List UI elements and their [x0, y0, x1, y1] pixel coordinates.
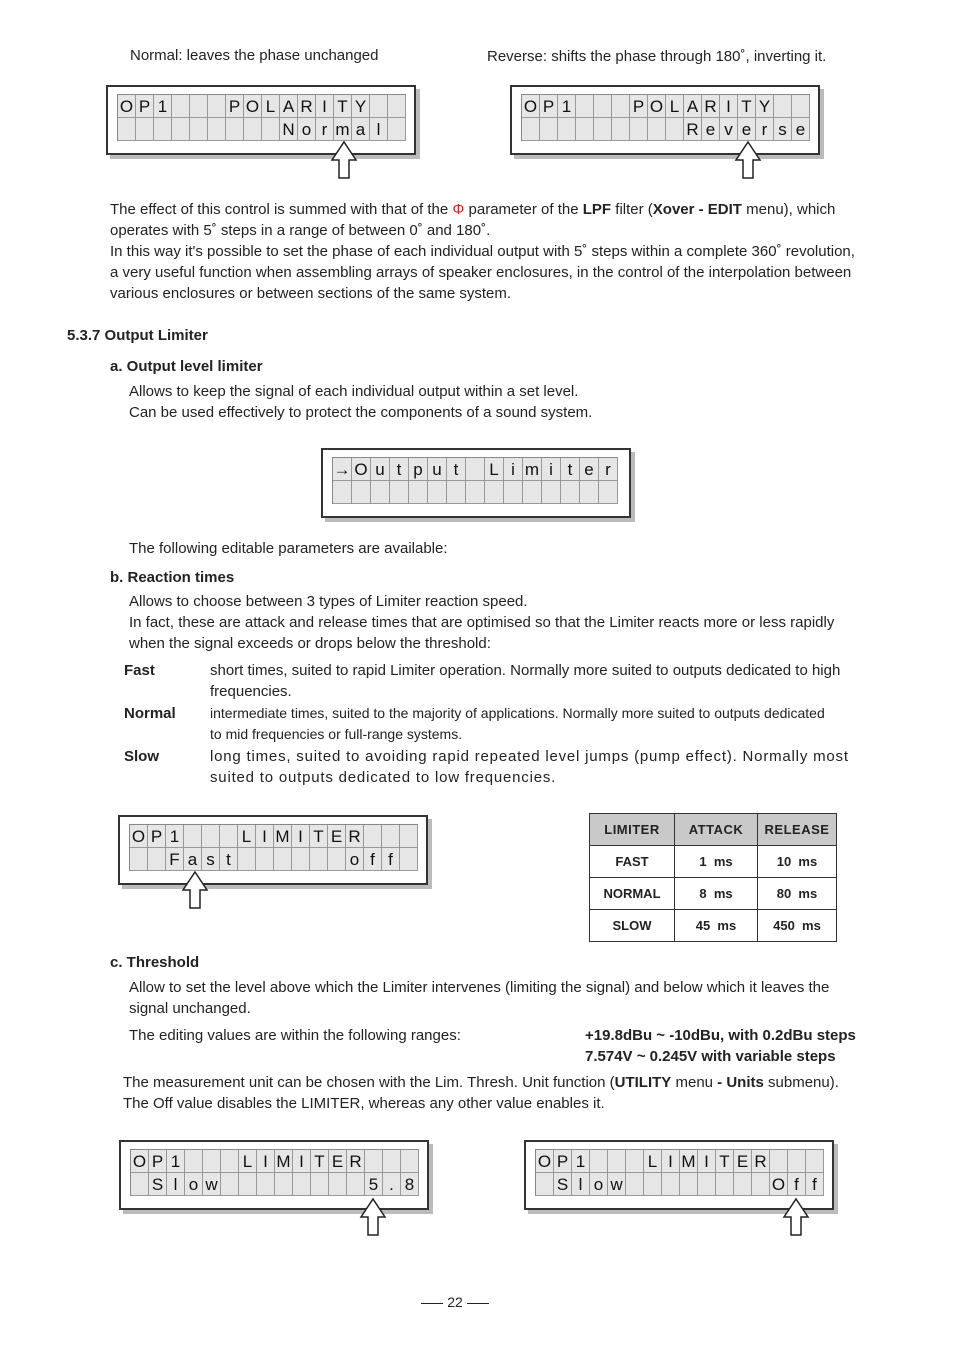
ranges-label: The editing values are within the following ranges:	[129, 1027, 461, 1044]
lcd-cell	[428, 481, 447, 504]
lcd-cell	[523, 481, 542, 504]
table-header: RELEASE	[758, 814, 837, 846]
limiter-times-table	[589, 813, 837, 942]
lcd-cell	[594, 118, 612, 141]
lcd-cell: p	[409, 458, 428, 481]
lcd-cell	[400, 825, 418, 848]
lcd-cell	[172, 118, 190, 141]
lcd-cell: O	[352, 458, 371, 481]
lcd-cell: P	[226, 95, 244, 118]
lcd-cell	[172, 95, 190, 118]
lcd-cell	[540, 118, 558, 141]
lcd-cell: I	[720, 95, 738, 118]
lcd-cell: o	[185, 1173, 203, 1196]
lcd-cell: A	[684, 95, 702, 118]
lcd-cell: S	[554, 1173, 572, 1196]
lcd-cell	[262, 118, 280, 141]
lcd-cell	[612, 95, 630, 118]
lcd-cell	[644, 1173, 662, 1196]
lcd-cell: l	[167, 1173, 185, 1196]
lcd-cell	[221, 1150, 239, 1173]
lcd-cell: R	[298, 95, 316, 118]
reaction-intro: Allows to choose between 3 types of Limiter reaction speed. In fact, these are attack and release times that are optimised so that the Limiter reacts more or less rapidly when the signal exceeds or drops below the threshold:	[129, 593, 835, 652]
lcd-cell	[612, 118, 630, 141]
lcd-cell: O	[118, 95, 136, 118]
lcd-cell: s	[202, 848, 220, 871]
lcd-cell	[388, 95, 406, 118]
lcd-cell	[792, 95, 810, 118]
lcd-cell: f	[806, 1173, 824, 1196]
lcd-limiter-fast	[118, 815, 428, 885]
lcd-cell	[561, 481, 580, 504]
lcd-cell	[208, 95, 226, 118]
lcd-cell	[203, 1150, 221, 1173]
table-cell: NORMAL	[590, 878, 675, 910]
lcd-cell	[329, 1173, 347, 1196]
lcd-cell: O	[130, 825, 148, 848]
phi-symbol: Φ	[452, 201, 465, 218]
lcd-cell	[716, 1173, 734, 1196]
lcd-cell: r	[599, 458, 618, 481]
table-cell: 10 ms	[758, 846, 837, 878]
lcd-cell	[333, 481, 352, 504]
lcd-cell	[136, 118, 154, 141]
lcd-cell	[347, 1173, 365, 1196]
lcd-cell: s	[774, 118, 792, 141]
lcd-cell	[365, 1150, 383, 1173]
phase-paragraph: The effect of this control is summed with that of the Φ parameter of the LPF filter (Xover - EDIT menu), which operates with 5˚ steps in a range of between 0˚ and 180˚. In this way it's possible to set the phase of each individual output with 5˚ steps within a complete 360˚ revolution, a very useful function when assembling arrays of speaker enclosures, in the control of the interpolation between various enclosures or between sections of the same system.	[110, 201, 855, 302]
lcd-cell	[352, 481, 371, 504]
lcd-cell: 5	[365, 1173, 383, 1196]
page-number: 22	[420, 1294, 490, 1310]
lcd-cell: O	[522, 95, 540, 118]
lcd-cell: a	[184, 848, 202, 871]
normal-description: intermediate times, suited to the majority of applications. Normally more suited to outputs dedicated to mid frequencies or full-range systems.	[210, 705, 825, 742]
table-cell: 8 ms	[675, 878, 758, 910]
section-title: 5.3.7 Output Limiter	[67, 327, 208, 344]
lcd-cell	[409, 481, 428, 504]
lcd-cell	[648, 118, 666, 141]
lcd-cell: P	[554, 1150, 572, 1173]
lcd-cell: i	[504, 458, 523, 481]
lcd-cell: T	[311, 1150, 329, 1173]
table-row	[590, 878, 837, 910]
subsection-c-title: c. Threshold	[110, 954, 200, 971]
lcd-cell: i	[542, 458, 561, 481]
lcd-cell	[382, 825, 400, 848]
table-cell: 450 ms	[758, 910, 837, 942]
lcd-cell: Y	[352, 95, 370, 118]
lcd-cell: w	[203, 1173, 221, 1196]
lcd-cell: a	[352, 118, 370, 141]
lcd-cell: E	[734, 1150, 752, 1173]
lcd-cell	[390, 481, 409, 504]
lcd-cell	[292, 848, 310, 871]
lcd-cell: P	[540, 95, 558, 118]
lcd-cell: f	[788, 1173, 806, 1196]
lcd-cell: o	[298, 118, 316, 141]
lcd-cell	[788, 1150, 806, 1173]
pointer-arrow-icon	[359, 1197, 387, 1237]
normal-label: Normal	[124, 705, 176, 722]
lcd-cell	[202, 825, 220, 848]
lcd-cell	[630, 118, 648, 141]
subsection-a-title: a. Output level limiter	[110, 358, 263, 375]
lcd-cell: M	[275, 1150, 293, 1173]
lcd-cell: O	[648, 95, 666, 118]
lcd-cell: l	[572, 1173, 590, 1196]
lcd-cell: e	[792, 118, 810, 141]
lcd-cell: T	[334, 95, 352, 118]
pointer-arrow-icon	[330, 140, 358, 180]
lcd-cell: u	[428, 458, 447, 481]
lcd-cell	[558, 118, 576, 141]
pointer-arrow-icon	[782, 1197, 810, 1237]
lcd-cell	[190, 95, 208, 118]
lcd-cell: R	[752, 1150, 770, 1173]
lcd-cell	[576, 118, 594, 141]
lcd-cell: t	[447, 458, 466, 481]
lcd-polarity-reverse	[510, 85, 820, 155]
lcd-cell: S	[149, 1173, 167, 1196]
lcd-cell	[401, 1150, 419, 1173]
table-cell: FAST	[590, 846, 675, 878]
lcd-cell: I	[256, 825, 274, 848]
lcd-cell: l	[370, 118, 388, 141]
lcd-cell	[239, 1173, 257, 1196]
lcd-cell	[154, 118, 172, 141]
table-header: ATTACK	[675, 814, 758, 846]
lcd-cell	[131, 1173, 149, 1196]
table-header: LIMITER	[590, 814, 675, 846]
lcd-cell: N	[280, 118, 298, 141]
range-volts: 7.574V ~ 0.245V with variable steps	[585, 1048, 836, 1065]
normal-caption: Normal: leaves the phase unchanged	[130, 47, 379, 64]
lcd-cell: P	[148, 825, 166, 848]
lcd-cell: T	[310, 825, 328, 848]
lcd-cell	[257, 1173, 275, 1196]
lcd-cell	[364, 825, 382, 848]
lcd-cell: I	[316, 95, 334, 118]
lcd-cell	[590, 1150, 608, 1173]
lcd-cell: e	[738, 118, 756, 141]
table-cell: SLOW	[590, 910, 675, 942]
unit-paragraph: The measurement unit can be chosen with the Lim. Thresh. Unit function (UTILITY menu - Units submenu). The Off value disables the LIMITER, whereas any other value enables it.	[123, 1074, 839, 1112]
lcd-cell: E	[328, 825, 346, 848]
lcd-cell	[680, 1173, 698, 1196]
pointer-arrow-icon	[734, 140, 762, 180]
lcd-cell: v	[720, 118, 738, 141]
fast-description: short times, suited to rapid Limiter operation. Normally more suited to outputs dedicated to high frequencies.	[210, 662, 841, 700]
lcd-cell	[244, 118, 262, 141]
lcd-cell: m	[523, 458, 542, 481]
lcd-cell: L	[239, 1150, 257, 1173]
lcd-cell	[447, 481, 466, 504]
subsection-a-line1: Allows to keep the signal of each individual output within a set level.	[129, 383, 579, 400]
lcd-cell: L	[644, 1150, 662, 1173]
lcd-cell: m	[334, 118, 352, 141]
lcd-cell: L	[238, 825, 256, 848]
lcd-cell	[400, 848, 418, 871]
lcd-cell	[328, 848, 346, 871]
lcd-cell: 1	[572, 1150, 590, 1173]
lcd-cell: 1	[154, 95, 172, 118]
lcd-cell	[734, 1173, 752, 1196]
lcd-cell	[466, 458, 485, 481]
lcd-cell	[148, 848, 166, 871]
lcd-cell	[370, 95, 388, 118]
lcd-cell	[626, 1173, 644, 1196]
lcd-cell	[608, 1150, 626, 1173]
lcd-cell: R	[347, 1150, 365, 1173]
table-header-row	[590, 814, 837, 846]
lcd-cell	[383, 1150, 401, 1173]
table-row	[590, 910, 837, 942]
reverse-caption: Reverse: shifts the phase through 180˚, inverting it.	[487, 48, 827, 65]
lcd-cell: 8	[401, 1173, 419, 1196]
lcd-cell	[466, 481, 485, 504]
lcd-cell	[310, 848, 328, 871]
threshold-description: Allow to set the level above which the Limiter intervenes (limiting the signal) and below which it leaves the signal unchanged.	[129, 979, 830, 1017]
lcd-cell: O	[770, 1173, 788, 1196]
lcd-cell	[311, 1173, 329, 1196]
lcd-cell: R	[346, 825, 364, 848]
lcd-cell	[662, 1173, 680, 1196]
table-cell: 1 ms	[675, 846, 758, 878]
lcd-cell	[626, 1150, 644, 1173]
lcd-cell	[226, 118, 244, 141]
subsection-a-line2: Can be used effectively to protect the components of a sound system.	[129, 404, 593, 421]
lcd-cell	[770, 1150, 788, 1173]
lcd-cell: f	[364, 848, 382, 871]
lcd-cell: T	[738, 95, 756, 118]
slow-description: long times, suited to avoiding rapid repeated level jumps (pump effect). Normally most suited to outputs dedicated to low frequencies.	[210, 748, 849, 786]
table-cell: 45 ms	[675, 910, 758, 942]
lcd-cell	[371, 481, 390, 504]
lcd-cell: .	[383, 1173, 401, 1196]
lcd-cell: e	[580, 458, 599, 481]
pointer-arrow-icon	[181, 870, 209, 910]
lcd-cell: 1	[558, 95, 576, 118]
range-dbu: +19.8dBu ~ -10dBu, with 0.2dBu steps	[585, 1027, 856, 1044]
lcd-cell: t	[220, 848, 238, 871]
lcd-cell	[293, 1173, 311, 1196]
lcd-cell: 1	[167, 1150, 185, 1173]
lcd-cell: M	[680, 1150, 698, 1173]
lcd-cell	[130, 848, 148, 871]
lcd-cell: Y	[756, 95, 774, 118]
lcd-cell: T	[716, 1150, 734, 1173]
lcd-cell	[388, 118, 406, 141]
lcd-cell: L	[666, 95, 684, 118]
lcd-cell	[666, 118, 684, 141]
lcd-cell: e	[702, 118, 720, 141]
lcd-cell: o	[346, 848, 364, 871]
lcd-cell: r	[316, 118, 334, 141]
lcd-cell: R	[684, 118, 702, 141]
lcd-cell	[504, 481, 523, 504]
lcd-cell	[522, 118, 540, 141]
lcd-cell: P	[149, 1150, 167, 1173]
lcd-cell	[256, 848, 274, 871]
lcd-cell	[806, 1150, 824, 1173]
lcd-cell	[599, 481, 618, 504]
table-row	[590, 846, 837, 878]
params-line: The following editable parameters are available:	[129, 540, 448, 557]
lcd-cell	[238, 848, 256, 871]
lcd-cell	[208, 118, 226, 141]
lcd-cell	[698, 1173, 716, 1196]
lcd-cell: A	[280, 95, 298, 118]
lcd-cell: I	[662, 1150, 680, 1173]
lcd-cell	[220, 825, 238, 848]
lcd-cell	[752, 1173, 770, 1196]
lcd-cell: I	[293, 1150, 311, 1173]
lcd-cell: O	[536, 1150, 554, 1173]
lcd-cell: F	[166, 848, 184, 871]
lcd-cell: I	[292, 825, 310, 848]
lcd-cell: M	[274, 825, 292, 848]
lcd-cell	[221, 1173, 239, 1196]
lcd-cell	[118, 118, 136, 141]
fast-label: Fast	[124, 662, 155, 679]
lcd-cell: O	[244, 95, 262, 118]
lcd-cell: w	[608, 1173, 626, 1196]
lcd-cell	[274, 848, 292, 871]
lcd-cell: →	[333, 460, 351, 479]
lcd-cell: I	[698, 1150, 716, 1173]
lcd-cell: O	[131, 1150, 149, 1173]
lcd-polarity-normal	[106, 85, 416, 155]
lcd-cell	[190, 118, 208, 141]
lcd-cell	[536, 1173, 554, 1196]
lcd-cell	[576, 95, 594, 118]
lcd-cell: 1	[166, 825, 184, 848]
lcd-cell	[185, 1150, 203, 1173]
lcd-cell	[542, 481, 561, 504]
lcd-output-limiter	[321, 448, 631, 518]
slow-label: Slow	[124, 748, 160, 765]
subsection-b-title: b. Reaction times	[110, 569, 235, 586]
lcd-cell: P	[136, 95, 154, 118]
lcd-cell: u	[371, 458, 390, 481]
lcd-cell	[774, 95, 792, 118]
lcd-cell	[184, 825, 202, 848]
lcd-cell: R	[702, 95, 720, 118]
lcd-cell: r	[756, 118, 774, 141]
lcd-cell	[594, 95, 612, 118]
lcd-cell: L	[485, 458, 504, 481]
lcd-cell: t	[561, 458, 580, 481]
lcd-cell	[580, 481, 599, 504]
lcd-cell	[485, 481, 504, 504]
lcd-cell: t	[390, 458, 409, 481]
lcd-cell: E	[329, 1150, 347, 1173]
lcd-cell: P	[630, 95, 648, 118]
lcd-cell: I	[257, 1150, 275, 1173]
lcd-cell: f	[382, 848, 400, 871]
lcd-cell: o	[590, 1173, 608, 1196]
table-cell: 80 ms	[758, 878, 837, 910]
lcd-cell	[275, 1173, 293, 1196]
lcd-cell: L	[262, 95, 280, 118]
